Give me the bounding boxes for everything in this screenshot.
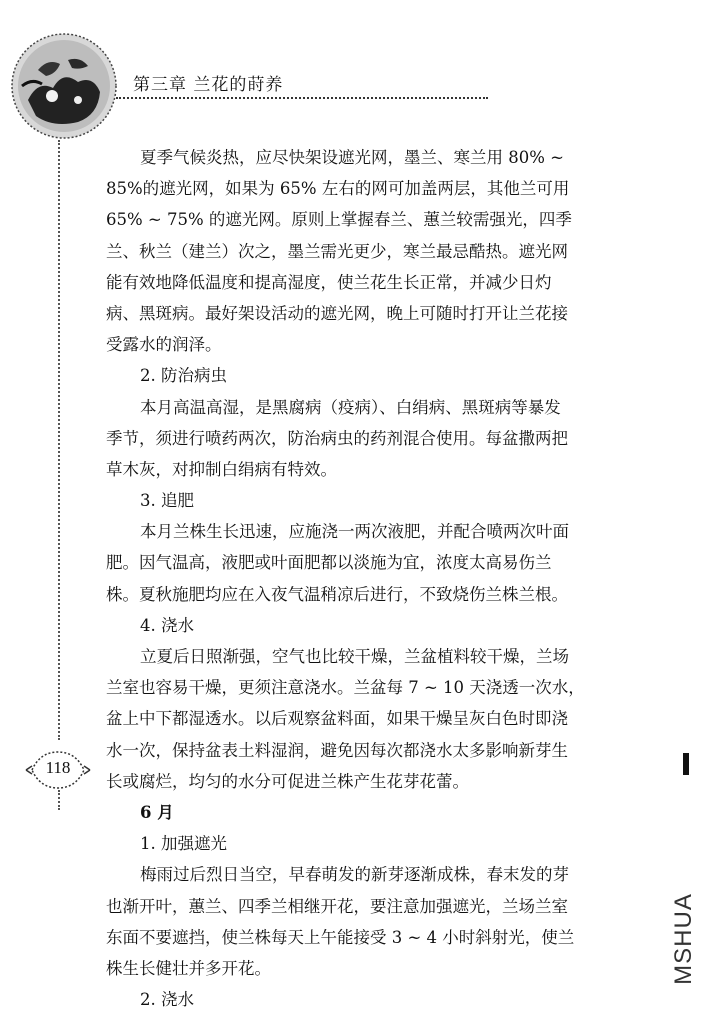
text-line: 65% ~ 75% 的遮光网。原则上掌握春兰、蕙兰较需强光，四季 bbox=[106, 210, 572, 230]
text-line: 病、黑斑病。最好架设活动的遮光网，晚上可随时打开让兰花接 bbox=[106, 303, 568, 323]
text-line: 本月兰株生长迅速，应施浇一两次液肥，并配合喷两次叶面 bbox=[140, 522, 569, 542]
text-line: 肥。因气温高，液肥或叶面肥都以淡施为宜，浓度太高易伤兰 bbox=[106, 553, 552, 573]
text-line: 受露水的润泽。 bbox=[106, 335, 222, 355]
text-line: 水一次，保持盆表土料湿润，避免因每次都浇水太多影响新芽生 bbox=[106, 740, 568, 760]
text-line: 长或腐烂，均匀的水分可促进兰株产生花芽花蕾。 bbox=[106, 771, 469, 791]
section-heading: 2. 浇水 bbox=[140, 990, 194, 1010]
text-line: 梅雨过后烈日当空，早春萌发的新芽逐渐成株，春末发的芽 bbox=[140, 865, 569, 885]
text-line: 盆上中下都湿透水。以后观察盆料面，如果干燥呈灰白色时即浇 bbox=[106, 709, 568, 729]
text-line: 也渐开叶，蕙兰、四季兰相继开花，要注意加强遮光，兰场兰室 bbox=[106, 896, 568, 916]
text-line: 草木灰，对抑制白绢病有特效。 bbox=[106, 459, 337, 479]
page-number-badge bbox=[22, 742, 94, 798]
chapter-ornament-icon bbox=[8, 30, 120, 142]
text-line: 兰、秋兰（建兰）次之，墨兰需光更少，寒兰最忌酷热。遮光网 bbox=[106, 241, 568, 261]
text-line: 能有效地降低温度和提高湿度，使兰花生长正常，并减少日灼 bbox=[106, 272, 552, 292]
header-rule bbox=[116, 97, 488, 99]
watermark-text: MSHUA bbox=[670, 893, 697, 985]
body-text bbox=[106, 142, 654, 1015]
text-line: 株。夏秋施肥均应在入夜气温稍凉后进行，不致烧伤兰株兰根。 bbox=[106, 584, 568, 604]
margin-dotted-line bbox=[58, 140, 60, 740]
page-number: 118 bbox=[45, 758, 71, 777]
text-line: 本月高温高湿，是黑腐病（疫病）、白绢病、黑斑病等暴发 bbox=[140, 397, 561, 417]
watermark bbox=[660, 882, 708, 997]
section-heading: 1. 加强遮光 bbox=[140, 834, 227, 854]
text-line: 季节，须进行喷药两次，防治病虫的药剂混合使用。每盆撒两把 bbox=[106, 428, 568, 448]
section-heading: 3. 追肥 bbox=[140, 491, 194, 511]
text-line: 立夏后日照渐强，空气也比较干燥，兰盆植料较干燥，兰场 bbox=[140, 647, 569, 666]
side-mark bbox=[683, 753, 689, 775]
text-line: 夏季气候炎热，应尽快架设遮光网，墨兰、寒兰用 80% ~ bbox=[140, 148, 564, 167]
text-line: 85%的遮光网，如果为 65% 左右的网可加盖两层，其他兰可用 bbox=[106, 179, 570, 199]
text-line: 株生长健壮并多开花。 bbox=[106, 958, 271, 978]
text-line: 东面不要遮挡，使兰株每天上午能接受 3 ~ 4 小时斜射光，使兰 bbox=[106, 927, 575, 947]
section-heading: 2. 防治病虫 bbox=[140, 366, 227, 386]
section-heading: 4. 浇水 bbox=[140, 615, 194, 635]
month-heading: 6 月 bbox=[140, 802, 174, 822]
text-line: 兰室也容易干燥，更须注意浇水。兰盆每 7 ~ 10 天浇透一次水， bbox=[106, 678, 585, 698]
chapter-title: 第三章 兰花的莳养 bbox=[133, 75, 284, 95]
